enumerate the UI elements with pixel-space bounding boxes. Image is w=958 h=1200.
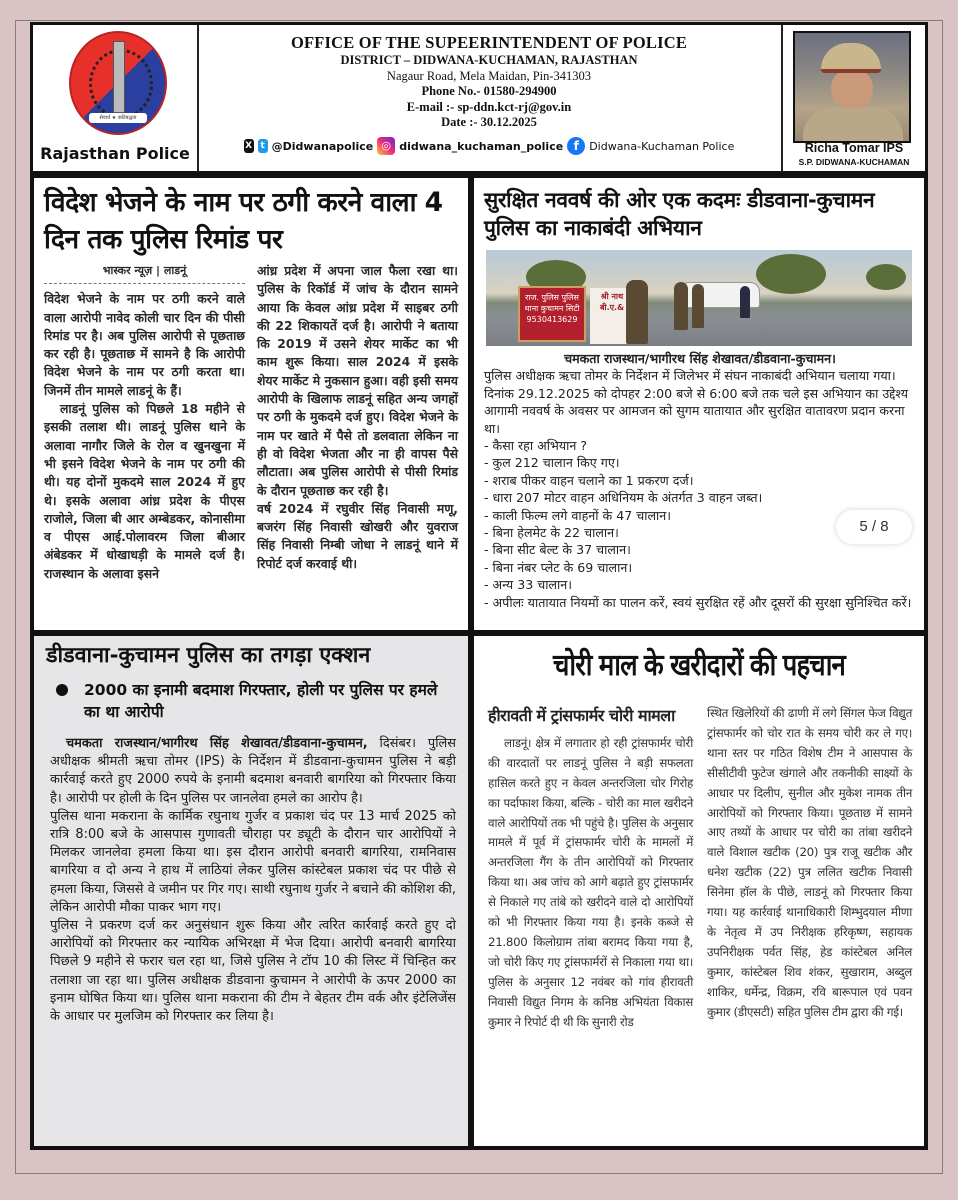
- bullet-icon: [56, 684, 68, 696]
- letterhead: [30, 22, 928, 174]
- twitter-icon: t: [258, 139, 268, 153]
- headline: डीडवाना-कुचामन पुलिस का तगड़ा एक्शन: [46, 643, 371, 668]
- paragraph: विदेश भेजने के नाम पर ठगी करने वाले वाला आरोपी नावेद कोली चार दिन की पीसी रिमांड पर है। अब पुलिस आरोपी से पूछताछ कर रही है। पूछताछ में सामने है कि आरोपी विदेश भेजने के नाम पर ठगी करता था। जिनमें तीन मामले लाडनूं के हैं।: [44, 291, 245, 398]
- news-clipping-fraud: [34, 178, 468, 630]
- facebook-page[interactable]: Didwana-Kuchaman Police: [589, 139, 735, 153]
- banner-sign: श्री नाथ बी.ए.&: [590, 288, 634, 344]
- article-body: [484, 350, 916, 611]
- news-stolen-goods-buyers: [474, 636, 924, 1146]
- list-item: - बिना हेलमेट के 22 चालान।: [484, 525, 619, 541]
- twitter-handle[interactable]: @Didwanapolice: [271, 139, 374, 153]
- page-indicator: 5 / 8: [836, 510, 912, 544]
- subheading: [34, 671, 468, 723]
- paragraph: दिसंबर। पुलिस अधीक्षक श्रीमती ऋचा तोमर (IPS) के निर्देशन में डीडवाना-कुचामन पुलिस ने बड़ी कार्रवाई करते हुए 2000 रुपये के इनामी बदमाश बनवारी बागरिया को गिरफ्तार किया है। आरोपी पर होली के दिन पुलिस पर जानलेवा हमले का आरोप है।: [50, 736, 456, 806]
- list-item: - शराब पीकर वाहन चलाने का 1 प्रकरण दर्ज।: [484, 472, 694, 488]
- checkpoint-photo: [486, 250, 912, 346]
- intro-paragraph: पुलिस अधीक्षक ऋचा तोमर के निर्देशन में जिलेभर में संघन नाकाबंदी अभियान चलाया गया। दिनांक 29.12.2025 को दोपहर 2:00 बजे से 6:00 बजे तक चले इस अभियान का उद्देश्य आगामी नववर्ष के अवसर पर आमजन को सुगम यातायात और सुरक्षित वातावरण प्रदान करना था।: [484, 368, 909, 436]
- article-body: [34, 723, 468, 1026]
- list-item: - अन्य 33 चालान।: [484, 577, 573, 593]
- paragraph: स्थित खिलेरियों की ढाणी में लगे सिंगल फेज विद्युत ट्रांसफार्मर को चोर रात के समय चोरी कर ले गए। थाना स्तर पर गठित विशेष टीम ने आसपास के सीसीटीवी फुटेज खंगाले और तकनीकी साक्ष्यों के आधार पर दिलीप, सुनील और मुकेश नामक तीन आरोपियों को गिरफ्तार किया। पूछताछ में सामने आए तथ्यों के आधार पर चोरी का तांबा खरीदने वाले विशाल खटीक (20) पुत्र राजू खटीक और धनेश खटीक (22) पुत्र ललित खटीक निवासी सिनेमा हॉल के पीछे, लाडनूं को गिरफ्तार किया गया। यह कार्रवाई थानाधिकारी शिम्भुदयाल मीणा के नेतृत्व में उप निरीक्षक हरिकृष्ण, सहायक उपनिरीक्षक पर्वत सिंह, हेड कांस्टेबल अनिल कुमार, कांस्टेबल शिव शंकर, सुखाराम, अब्दुल शाकिर, धर्मेन्द्र, विक्रम, रवि बारूपाल एवं पवन कुमार (डीएसटी) सहित पुलिस टीम द्वारा की गई।: [707, 706, 912, 1019]
- officer-name: Richa Tomar IPS: [804, 141, 904, 155]
- lead-bold: चमकता राजस्थान/भागीरथ सिंह शेखावत/डीडवाना-कुचामन,: [66, 736, 368, 751]
- headline: चोरी माल के खरीदारों की पहचान: [553, 648, 845, 683]
- officer-title: S.P. DIDWANA-KUCHAMAN: [798, 157, 910, 167]
- list-item: - अपीलः यातायात नियमों का पालन करें, स्वयं सुरक्षित रहें और दूसरों की सुरक्षा सुनिश्चित करें।: [484, 594, 912, 610]
- phone-line: Phone No.- 01580-294900: [421, 84, 557, 98]
- subhead: हीरावती में ट्रांसफार्मर चोरी मामला: [488, 706, 675, 725]
- facebook-icon: f: [567, 137, 585, 155]
- list-item: - कैसा रहा अभियान ?: [484, 438, 588, 454]
- subheading-text: 2000 का इनामी बदमाश गिरफ्तार, होली पर पुलिस पर हमले का था आरोपी: [84, 681, 438, 721]
- lead-line: चमकता राजस्थान/भागीरथ सिंह शेखावत/डीडवाना-कुचामन।: [564, 351, 836, 366]
- paragraph: पुलिस थाना मकराना के कार्मिक रघुनाथ गुर्जर व प्रकाश चंद पर 13 मार्च 2025 को रात्रि 8:00 बजे के आसपास गुणावती चौराहा पर ड्यूटी के दौरान चार आरोपियों ने मिलकर जानलेवा हमला किया था। इस दौरान आरोपी बनवारी बागरिया, रामनिवास बागरिया व दो अन्य ने हाथ में लाठियां लेकर पुलिस कांस्टेबल प्रकाश चंद पर पीछे से हमला किया, जिससे वे जमीन पर गिर गए। साथी रघुनाथ गुर्जर ने बचाने की कोशिश की, लेकिन आरोपी मौका पाकर भाग गए।: [50, 808, 456, 915]
- address-line: Nagaur Road, Mela Maidan, Pin-341303: [386, 68, 592, 83]
- police-emblem-icon: [69, 31, 167, 135]
- list-item: - काली फिल्म लगे वाहनों के 47 चालान।: [484, 507, 672, 523]
- instagram-icon: ◎: [377, 137, 395, 155]
- paragraph: पुलिस ने प्रकरण दर्ज कर अनुसंधान शुरू किया और त्वरित कार्रवाई करते हुए दो आरोपियों को गिरफ्तार कर न्यायिक अभिरक्षा में भेज दिया। आरोपी बनवारी बागरिया पिछले 9 महीने से फरार चल रहा था, जिसे पुलिस ने टॉप 10 की लिस्ट में चिन्हित कर तलाशा जा रहा था। पुलिस अधीक्षक डीडवाना कुचामन ने आरोपी के ऊपर 2000 का इनाम घोषित किया था। पुलिस थाना मकराना की टीम ने बेहतर टीम वर्क और इंटेलिजेंस के आधार पर मुलजिम को गिरफ्तार कर लिया है।: [50, 918, 456, 1025]
- email-line: E-mail :- sp-ddn.kct-rj@gov.in: [406, 99, 572, 114]
- list-item: - बिना नंबर प्लेट के 69 चालान।: [484, 559, 633, 575]
- date-line: Date :- 30.12.2025: [441, 115, 537, 129]
- list-item: - बिना सीट बेल्ट के 37 चालान।: [484, 542, 631, 558]
- rajasthan-police-logo: [33, 25, 199, 171]
- headline: सुरक्षित नववर्ष की ओर एक कदमः डीडवाना-कुचामन पुलिस का नाकाबंदी अभियान: [484, 188, 875, 240]
- list-item: - कुल 212 चालान किए गए।: [484, 455, 620, 471]
- column-2: [257, 262, 458, 583]
- police-sign: राज. पुलिस पुलिस थाना कुचामन सिटी 9530413629: [518, 286, 586, 342]
- officer-box: [781, 25, 925, 171]
- paragraph: लाडनूं। क्षेत्र में लगातार हो रही ट्रांसफार्मर चोरी की वारदातों पर लाडनूं पुलिस ने बड़ी सफलता हासिल करते हुए न केवल अन्तरजिला चोर गिरोह का पर्दाफाश किया, बल्कि - चोरी का माल खरीदने वाले आरोपियों तक भी पहुंचे है। पुलिस के अनुसार मामले में पूर्व में ट्रांसफार्मर चोरी के मामलों में अन्तरजिला गैंग के तीन आरोपियों को गिरफ्तार किया था। अब जांच को आगे बढ़ाते हुए ट्रांसफार्मर से निकाले गए तांबे को खरीदने वाले दो आरोपियों को भी गिरफ्तार किया गया है। इनके कब्जे से 21.800 किलोग्राम तांबा बरामद किया गया है, जो चोरी किए गए ट्रांसफार्मरों से निकाला गया था। पुलिस के अनुसार 12 नवंबर को गांव हीरावती निवासी विद्युत निगम के कनिष्ठ अभियंता विकास कुमार ने रिपोर्ट दी थी कि सुनारी रोड: [488, 735, 693, 1029]
- byline: भास्कर न्यूज़ | लाडनूं: [44, 262, 245, 284]
- headline: विदेश भेजने के नाम पर ठगी करने वाला 4 दिन तक पुलिस रिमांड पर: [44, 187, 443, 255]
- paragraph: लाडनूं पुलिस को पिछले 18 महीने से इसकी तलाश थी। लाडनूं पुलिस थाने के अलावा नागौर जिले के रोल व खुनखुना में भी इसने विदेश भेजने के नाम पर ठगी की थी। यह दोनों मुकदमे साल 2024 में हुए थे। इसके अलावा आंध्र प्रदेश के पीएस राजोले, जिला बी आर अम्बेडकर, कोनासीमा व पीएस आई.पोलावरम जिला बीआर अंबेडकर में धोखाधड़ी के मामले दर्ज है। राजस्थान के अलावा इसने: [44, 401, 245, 581]
- paragraph: आंध्र प्रदेश में अपना जाल फैला रखा था। पुलिस के रिकॉर्ड में जांच के दौरान सामने आया कि केवल आंध्र प्रदेश में साइबर ठगी की 22 शिकायतें दर्ज है। आरोपी ने बताया कि 2019 में उसने शेयर मार्केट का भी काम शुरू किया। साल 2024 में इसके शेयर मार्केट मे नुकसान हुआ। वही इसी समय आरोपी के खिलाफ लाडनूं सहित अन्य जगहों पर ठगी के मुकदमे दर्ज हुए। विदेश भेजने के नाम पर खाते में पैसे तो डलवाता लेकिन ना ही वो विदेश भेजता और ना ही वापस पैसे लौटाता। अब पुलिस आरोपी से पीसी रिमांड के दौरान पूछताछ कर रही है।: [257, 263, 458, 498]
- news-grid: [30, 174, 928, 1150]
- x-icon: X: [245, 141, 253, 151]
- news-nakabandi-campaign: [474, 178, 924, 630]
- column-1: [44, 262, 245, 583]
- district-line: DISTRICT – DIDWANA-KUCHAMAN, RAJASTHAN: [340, 53, 638, 67]
- office-title: OFFICE OF THE SUPEERINTENDENT OF POLICE: [290, 33, 688, 52]
- social-links: [199, 137, 779, 155]
- instagram-handle[interactable]: didwana_kuchaman_police: [399, 139, 564, 153]
- office-address-block: [199, 25, 779, 171]
- logo-text: Rajasthan Police: [40, 144, 190, 163]
- column-2: [707, 704, 912, 1033]
- list-item: - धारा 207 मोटर वाहन अधिनियम के अंतर्गत 3 वाहन जब्त।: [484, 490, 763, 506]
- paragraph: वर्ष 2024 में रघुवीर सिंह निवासी मणू, बजरंग सिंह निवासी खोखरी और युवराज सिंह निवासी निम्बी जोधा ने लाडनूं थाने में रिपोर्ट दर्ज करवाई थी।: [257, 500, 458, 571]
- officer-photo: [793, 31, 911, 143]
- column-1: [488, 704, 693, 1033]
- news-arrest-reward: [34, 636, 468, 1146]
- emblem-motto: सेवार्थ ★ कटिबद्धता: [89, 113, 147, 123]
